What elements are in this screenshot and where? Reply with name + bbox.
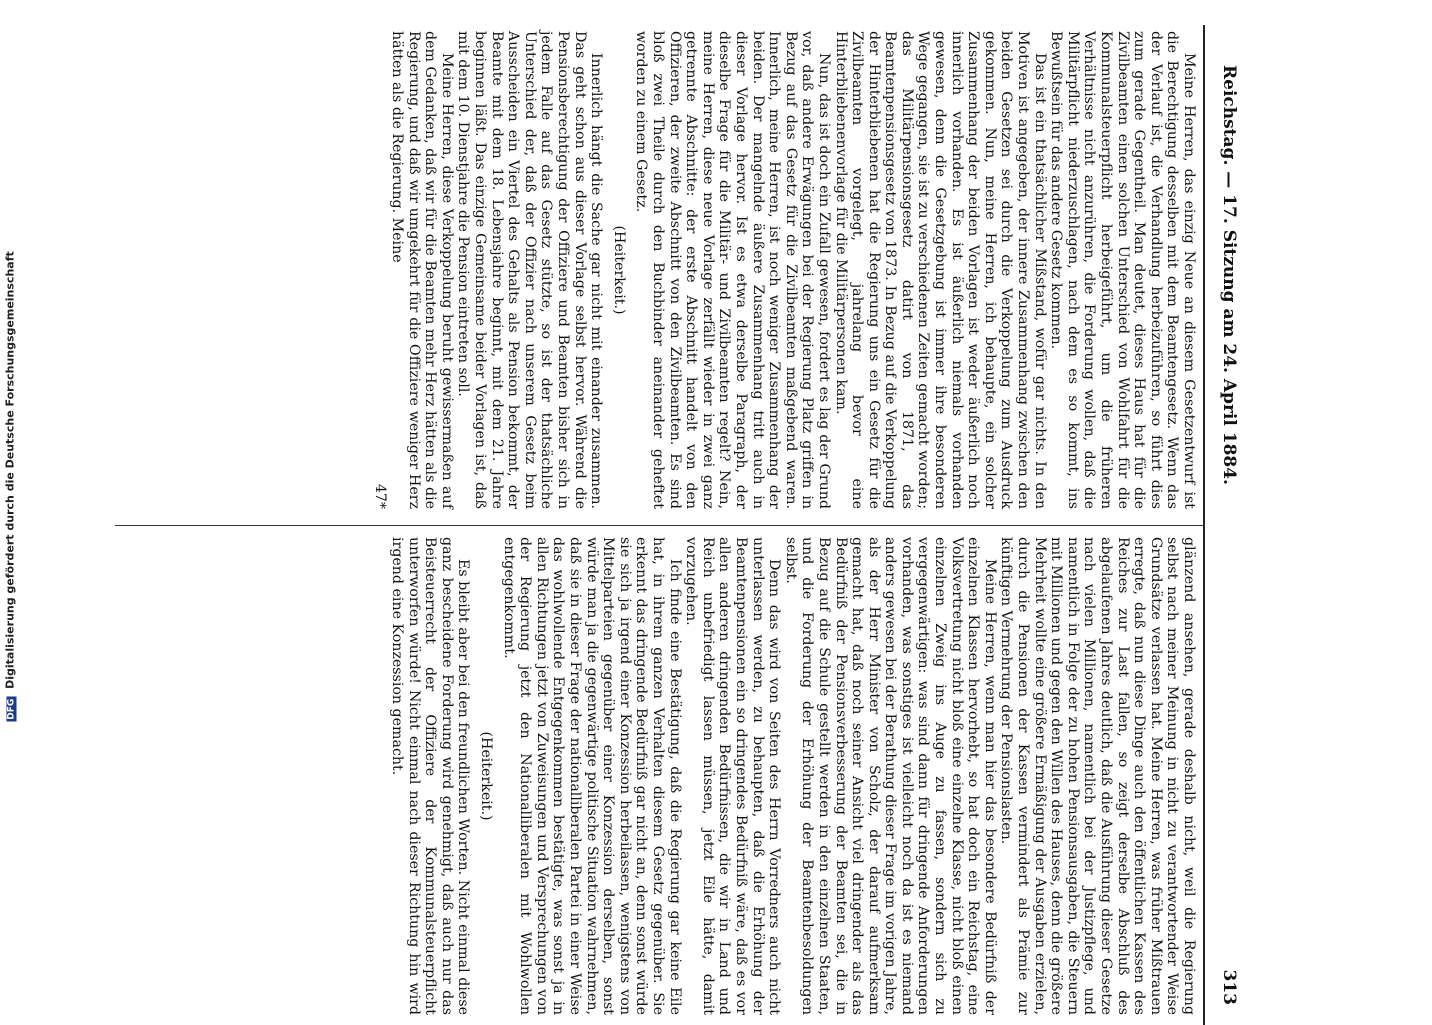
page-number: 313	[1219, 969, 1239, 1005]
paragraph: Denn das wird von Seiten des Herrn Vorredners auch nicht unterlassen werden, zu behaupten, daß die Erhöhung der Beamtenpensionen ein so dringendes Bedürfniß wäre, daß es vor allen anderen dringenden Bedürfnissen, die wir in Land und Reich unbefriedigt lassen müssen, jetzt Eile hätte, damit vorzugehen.	[683, 537, 783, 1015]
footer-credit-line	[4, 7, 17, 967]
paragraph: Meine Herren, diese Verkoppelung beruht gewissermaßen auf dem Gedanken, daß wir für die Beamten mehr Herz hätten als die Regierung, und daß wir umgekehrt für die Offiziere weniger Herz hätten als die Regierung. Meine	[389, 31, 455, 509]
footer-credit: Digitalisierung gefördert durch die Deutsche Forschungsgemeinschaft	[3, 251, 17, 689]
interjection: (Heiterkeit.)	[610, 225, 627, 315]
column-divider	[115, 525, 1205, 526]
running-title: Reichstag. — 17. Sitzung am 24. April 1884.	[1219, 65, 1239, 485]
dfg-logo-icon: DFG	[6, 698, 17, 720]
left-column	[372, 31, 1197, 509]
right-column	[389, 537, 1198, 1015]
paragraph: Das ist ein thatsächlicher Mißstand, wofür gar nichts. In den Motiven ist angegeben, der innere Zusammenhang zwischen den beiden Gesetzen sei durch die Verkoppelung zum Ausdruck gekommen. Nun, meine Herren, ich behaupte, ein solcher Zusammenhang der beiden Vorlagen ist weder äußerlich noch innerlich vorhanden. Es ist äußerlich niemals vorhanden gewesen, denn die Gesetzgebung ist immer ihre besonderen Wege gegangen, sie ist zu verschiedenen Zeiten gemacht worden; das Militärpensionsgesetz datirt von 1871, das Beamtenpensionsgesetz von 1873. In Bezug auf die Verkoppelung der Hinterbliebenen hat die Regierung uns ein Gesetz für die Zivilbeamten vorgelegt, jahrelang bevor eine Hinterbliebenenvorlage für die Militärpersonen kam.	[832, 31, 1048, 509]
digitization-footer	[0, 0, 18, 1000]
paragraph: glänzend ansehen, gerade deshalb nicht, weil die Regierung selbst nach meiner Meinung in nicht zu verantwortender Weise Grundsätze verlassen hat. Meine Herren, was früher Mißtrauen erregte, daß nun diese Dinge auch den öffentlichen Kassen des Reiches zur Last fallen, so zeigt derselbe Abschluß des abgelaufenen Jahres deutlich, daß die Ausführung dieser Gesetze nach vielen Millionen, namentlich bei der Justizpflege, und namentlich in Folge der zu hohen Pensionsausgaben, die Steuern mit Millionen und gegen den Willen des Hauses, denn die größere Mehrheit wollte eine größere Ermäßigung der Ausgaben erzielen, durch die Pensionen der Kassen vermindert als Prämie zur künftigen Vermehrung der Pensionslasten.	[998, 537, 1197, 1015]
interjection: (Heiterkeit.)	[478, 731, 495, 821]
paragraph: Meine Herren, das einzig Neue an diesem Gesetzentwurf ist die Berechtigung desselben mit dem Beamtengesetz. Wenn das der Verlauf ist, die Verhandlung herbeizuführen, so führt dies zum gerade Gegentheil. Man deutet, dieses Haus hat für die Zivilbeamten einen solchen Unterschied von Wohlfahrt für die Kommunalsteuerpflicht herbeigeführt, um die früheren Verhältnisse nicht anzurühren, die Forderung wollen, daß die Militärpflicht niederzuschlagen, nach dem es so kommt, ins Bewußtsein für das andere Gesetz kommen.	[1048, 31, 1197, 509]
signature-mark: 47*	[372, 483, 389, 509]
paragraph: Meine Herren, wenn man hier das besondere Bedürfniß der einzelnen Klassen hervorhebt, so hat doch ein Reichstag, eine Volksvertretung nicht bloß eine einzelne Klasse, nicht bloß einen einzelnen Zweig ins Auge zu fassen, sondern sich zu vergegenwärtigen: was sind dann für dringende Anforderungen vorhanden, was sonstiges ist vielleicht noch da ist es niemand anders gewesen bei der Berathung dieser Frage im vorigen Jahre, als der Herr Minister von Scholz, der darauf aufmerksam gemacht hat, daß noch seiner Ansicht viel dringender als das Bedürfniß der Pensionsverbesserung der Beamten sei, die in Bezug auf die Schule gestellt werden in den einzelnen Staaten, und die Forderung der Erhöhung der Beamtenbesoldungen selbst.	[782, 537, 998, 1015]
paragraph: Ich finde eine Bestätigung, daß die Regierung gar keine Eile hat, in ihrem ganzen Verhalten diesem Gesetz gegenüber. Sie erkennt das dringende Bedürfniß gar nicht an, denn sonst würde sie sich ja irgend einer Konzession herbeilassen, wenigstens von Mittelparteien gegenüber einer Konzession derselben, sonst würde man ja die gegenwärtige politische Situation wahrnehmen, daß sie in dieser Frage der nationalliberalen Partei in einer Weise das wohlwollende Entgegenkommen bestätigte, was sonst ja in allen Richtungen jetzt von Zuweisungen und Versprechungen von der Regierung jetzt den Nationalliberalen mit Wohlwollen entgegenkommt.	[500, 537, 683, 1015]
paragraph: Es bleibt aber bei den freundlichen Worten. Nicht einmal diese ganz bescheidene Forderung wird genehmigt, daß auch nur das Beisteuerrecht der Offiziere der Kommunalsteuerpflicht unterworfen würde! Nicht einmal nach dieser Richtung hin wird irgend eine Konzession gemacht.	[389, 537, 472, 1015]
rotated-document-page	[0, 25, 1245, 1025]
paragraph: Innerlich hängt die Sache gar nicht mit einander zusammen. Das geht schon aus dieser Vorlage selbst hervor. Während die Pensionsberechtigung der Offiziere und Beamten bisher sich in jedem Falle auf das Gesetz stützte, so ist der thatsächliche Unterschied der, daß der Offizier nach unserem Gesetz beim Ausscheiden ein Viertel des Gehalts als Pension bekommt, der Beamte mit dem 18. Lebensjahre beginnt, mit dem 21. Jahre beginnen läßt. Das einzige Gemeinsame beider Vorlagen ist, daß mit dem 10. Dienstjahre die Pension eintreten soll.	[455, 31, 605, 509]
paragraph: Nun, das ist doch ein Zufall gewesen, fordert es lag der Grund vor, daß andere Erwägungen bei der Regierung Platz griffen in Bezug auf das Gesetz für die Zivilbeamten maßgebend waren. Innerlich, meine Herren, ist noch weniger Zusammenhang der beiden. Der mangelnde äußere Zusammenhang tritt auch in dieser Vorlage hervor. Ist es etwa derselbe Paragraph, der dieselbe Frage für die Militär- und Zivilbeamten regelt? Nein, meine Herren, diese neue Vorlage zerfällt wieder in zwei ganz getrennte Abschnitte: der erste Abschnitt handelt von den Offizieren, der zweite Abschnitt von den Zivilbeamten. Es sind bloß zwei Theile durch den Buchbinder aneinander geheftet worden zu einem Gesetz.	[633, 31, 832, 509]
page-header	[1215, 25, 1239, 1025]
